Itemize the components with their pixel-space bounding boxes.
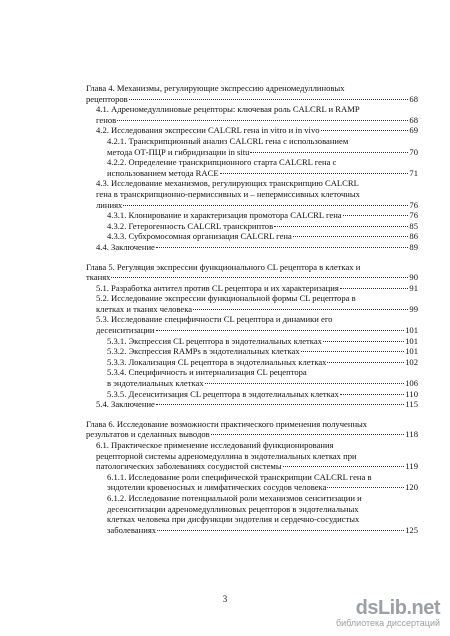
toc-entry-text: Глава 4. Механизмы, регулирующие экспрессию адреномедуллиновых [86,83,345,93]
dot-leader [157,530,404,531]
toc-entry-text: эндотелии кровеносных и лимфатических сосудов человека [107,482,327,493]
toc-entry [86,336,418,347]
toc-entry [86,136,418,157]
toc-entry-text: 6.1.2. Исследование потенциальной роли механизмов сенситизации и [107,492,362,503]
toc-entry-row [96,399,418,410]
toc-entry-row [107,210,418,221]
toc-entry-text: 4.3.2. Гетерогенность CALCRL транскриптов [107,220,274,231]
toc-entry-text: клетках и тканях человека [96,303,193,314]
toc-entry-row [107,389,418,400]
toc-entry-row [96,115,418,126]
toc-entry-row [86,272,418,283]
dot-leader [327,362,404,363]
toc-entry-text: рецепторов [86,93,128,104]
toc-entry [86,210,418,221]
dot-leader [274,226,408,227]
toc-page-number: 102 [405,356,418,367]
toc-entry-row [96,242,418,253]
toc-entry-text: 4.4. Заключение [96,241,155,252]
toc-entry-text: 5.3.4. Специфичность и интернализация CL рецептора [107,367,307,378]
toc-entry-row [107,168,418,179]
toc-entry [86,104,418,125]
toc-entry-text: линиях [96,199,123,210]
toc-page-number: 70 [409,146,418,157]
toc-entry [86,493,418,535]
toc-entry-text: 6.1. Практическое применение исследований функционирования [96,440,334,450]
toc-page-number: 91 [409,282,418,293]
toc-page-number: 69 [409,125,418,136]
toc-entry-text: 4.3.1. Клонирование и характеризация промотора CALCRL гена [107,210,342,221]
toc-entry-row [107,346,418,357]
toc-entry [86,472,418,493]
toc-entry [86,231,418,242]
toc-entry-text: Глава 6. Исследование возможности практического применения полученных [86,418,368,429]
toc-entry [86,157,418,178]
toc-entry [86,125,418,136]
toc-entry-text: 5.3.5. Десенситизация CL рецептора в эндотелиальных клетках [107,388,339,399]
toc-entry-row [86,429,418,440]
toc-page-number: 90 [409,272,418,283]
toc-entry [86,221,418,232]
toc-entry-text: 5.3.1. Экспрессия CL рецептора в эндотелиальных клетках [107,335,322,346]
toc-entry-text: метода ОТ-ПЦР и гибридизации in situ [107,146,250,157]
toc-page-number: 118 [405,429,418,440]
toc-page-number: 101 [405,346,418,357]
toc-entry-text: 4.3.3. Субхромосомная организация CALCRL гена [107,231,292,242]
toc-entry [86,367,418,388]
dot-leader [156,404,405,405]
toc-entry-text: тканях [86,272,111,283]
toc-page-number: 85 [409,220,418,231]
toc-entry-row [107,357,418,368]
toc-page-number: 119 [405,461,418,472]
dot-leader [250,152,408,153]
dot-leader [321,130,409,131]
toc-entry-text: заболеваниях [107,524,157,535]
dot-leader [323,341,404,342]
watermark-subtitle: библиотека диссертаций [335,618,440,628]
toc-page-number: 86 [409,231,418,242]
toc-entry-row [96,200,418,211]
toc-page-number: 99 [409,303,418,314]
toc-entry [86,262,418,283]
toc-entry-text: Глава 5. Регуляция экспрессии функционального CL рецептора в клетках и [86,261,361,272]
dot-leader [327,487,404,488]
toc-entry-row [107,336,418,347]
toc-page-number: 125 [405,524,418,535]
dot-leader [117,120,408,121]
toc-entry-row [107,378,418,389]
toc-page-number: 68 [409,114,418,125]
dot-leader [301,351,404,352]
toc-entry-text: результатов и сделанных выводов [86,429,210,440]
toc-entry [86,242,418,253]
dot-leader [293,236,409,237]
watermark [336,597,440,628]
toc-entry-text: десенситизации [96,325,155,336]
toc-entry-text: в эндотелиальных клетках [107,378,204,389]
watermark-logo: dsLib.net [355,597,440,619]
toc-page-number: 101 [405,325,418,336]
toc-entry [86,83,418,104]
toc-entry-row [107,525,418,536]
toc-page-number: 71 [409,167,418,178]
toc-entry-text: патологических заболеваниях сосудистой системы [96,461,282,472]
section-gap [86,253,418,262]
dot-leader [211,434,405,435]
toc-entry-text: 4.2.1. Транскрипционный анализ CALCRL гена с использованием [107,135,349,146]
dot-leader [123,205,408,206]
toc-entry-row [107,221,418,232]
toc-entry [86,440,418,472]
dot-leader [340,394,405,395]
dot-leader [129,99,409,100]
toc-entry-text: 5.4. Заключение [96,399,155,410]
toc-entry-row [96,325,418,336]
toc-entry [86,293,418,314]
toc-entry-text: гена в транскрипционно-пермиссивных и – непермиссивных клеточных [96,188,360,199]
toc-entry [86,178,418,210]
toc-entry-text: 5.3. Исследование специфичности CL рецептора и динамики его [96,314,333,325]
toc-entry-text: 4.2. Исследования экспрессии CALCRL гена in vitro и in vivo [96,125,320,136]
toc-entry [86,314,418,335]
toc-page-number: 76 [409,199,418,210]
toc-entry-text: 4.3. Исследование механизмов, регулирующих транскрипцию CALCRL [96,178,359,189]
toc-page-number: 68 [409,93,418,104]
dot-leader [156,330,405,331]
toc-entry-text: рецепторной системы адреномедуллина в эндотелиальных клетках при [96,450,357,461]
toc-entry-row [107,231,418,242]
dot-leader [220,173,409,174]
toc-entry-row [96,461,418,472]
toc-entry [86,399,418,410]
dot-leader [283,466,405,467]
section-gap [86,410,418,419]
toc-page-number: 120 [405,482,418,493]
dot-leader [111,277,408,278]
toc-page-number: 76 [409,210,418,221]
toc-entry-text: 5.1. Разработка антител против CL рецептора и их характеризация [96,282,339,293]
toc-entry [86,346,418,357]
toc-entry-row [96,304,418,315]
dot-leader [340,288,409,289]
toc-entry-text: 4.2.2. Определение транскрипционного старта CALCRL гена с [107,157,337,168]
toc-entry [86,389,418,400]
toc-page-number: 115 [405,399,418,410]
dot-leader [205,383,404,384]
toc-entry [86,357,418,368]
dot-leader [193,309,408,310]
toc-page-number: 106 [405,378,418,389]
toc-entry-text: 6.1.1. Исследование роли специфической транскрипции CALCRL гена в [107,471,372,482]
toc-entry-row [107,147,418,158]
toc-page-number: 101 [405,335,418,346]
dot-leader [156,247,409,248]
toc-entry-row [86,94,418,105]
dot-leader [343,215,409,216]
toc-entry-row [96,125,418,136]
toc-entry-text: 5.2. Исследование экспрессии функциональной формы CL рецептора в [96,293,356,304]
toc-entry-row [107,482,418,493]
toc-entry-text: 5.3.3. Локализация CL рецептора в эндотелиальных клетках [107,356,327,367]
page-number: 3 [222,594,228,604]
toc-entry-text: генов [96,114,117,125]
toc-entry-text: 4.1. Адреномедуллиновые рецепторы: ключевая роль CALCRL и RAMP [96,104,360,115]
toc-entry-text: клетках человека при дисфункции эндотелия и сердечно-сосудистых [107,514,360,525]
toc-entry [86,419,418,440]
toc-entry-row [96,283,418,294]
toc-page-number: 110 [405,388,418,399]
toc-page-number: 89 [409,241,418,252]
toc-entry-text: 5.3.2. Экспрессия RAMPs в эндотелиальных клетках [107,346,300,357]
toc-entry-text: использованием метода RACE [107,167,219,178]
toc-entry [86,283,418,294]
toc-entry-text: десенситизации адреномедуллиновых рецепторов в эндотелиальных [107,503,359,514]
table-of-contents [86,83,418,535]
